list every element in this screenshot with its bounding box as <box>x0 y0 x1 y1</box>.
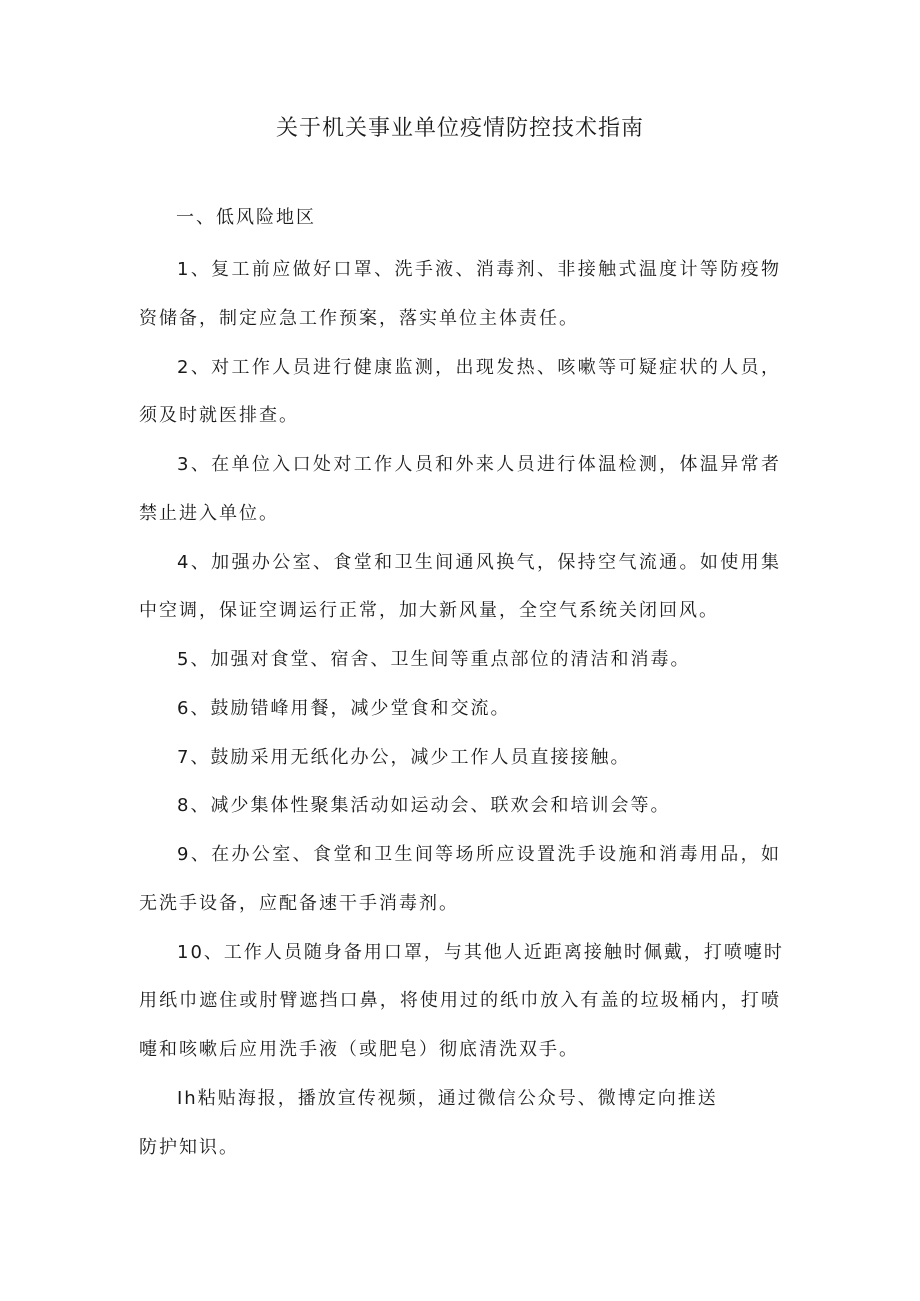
section-heading: 一、低风险地区 <box>176 207 316 228</box>
document-body <box>139 246 784 1172</box>
paragraph-line: 用纸巾遮住或肘臂遮挡口鼻，将使用过的纸巾放入有盖的垃圾桶内，打喷 <box>139 990 781 1012</box>
paragraph-line: 1、复工前应做好口罩、洗手液、消毒剂、非接触式温度计等防疫物 <box>177 259 781 280</box>
paragraph <box>139 344 781 442</box>
paragraph <box>139 929 784 1075</box>
paragraph <box>139 734 781 783</box>
paragraph <box>139 831 781 929</box>
paragraph-line: 6、鼓励错峰用餐，减少堂食和交流。 <box>177 697 511 719</box>
paragraph-line: 8、减少集体性聚集活动如运动会、联欢会和培训会等。 <box>177 795 671 817</box>
paragraph-line: 7、鼓励采用无纸化办公，减少工作人员直接接触。 <box>177 746 631 768</box>
paragraph-line: 5、加强对食堂、宿舍、卫生间等重点部位的清洁和消毒。 <box>177 649 691 670</box>
paragraph <box>139 1075 781 1173</box>
paragraph <box>139 782 781 831</box>
paragraph-line: 无洗手设备，应配备速干手消毒剂。 <box>139 892 459 914</box>
paragraph-line: 9、在办公室、食堂和卫生间等场所应设置洗手设施和消毒用品，如 <box>177 844 781 865</box>
paragraph <box>139 539 781 637</box>
paragraph-line: 4、加强办公室、食堂和卫生间通风换气，保持空气流通。如使用集 <box>177 551 781 573</box>
paragraph <box>139 441 781 539</box>
paragraph <box>139 246 781 344</box>
paragraph-line: 资储备，制定应急工作预案，落实单位主体责任。 <box>139 307 579 329</box>
paragraph-line: 2、对工作人员进行健康监测，出现发热、咳嗽等可疑症状的人员， <box>177 356 781 378</box>
document-title: 关于机关事业单位疫情防控技术指南 <box>275 116 644 141</box>
paragraph <box>139 685 781 734</box>
paragraph-line: 禁止进入单位。 <box>139 502 279 524</box>
paragraph-line: 须及时就医排查。 <box>139 405 299 427</box>
paragraph-line: 10、工作人员随身备用口罩，与其他人近距离接触时佩戴，打喷嚏时 <box>177 941 784 963</box>
paragraph <box>139 636 781 685</box>
paragraph-line: 嚏和咳嗽后应用洗手液（或肥皂）彻底清洗双手。 <box>139 1039 579 1060</box>
paragraph-line: 中空调，保证空调运行正常，加大新风量，全空气系统关闭回风。 <box>139 600 719 622</box>
paragraph-line: 3、在单位入口处对工作人员和外来人员进行体温检测，体温异常者 <box>177 454 781 475</box>
paragraph-line: Ih粘贴海报，播放宣传视频，通过微信公众号、微博定向推送 <box>177 1087 718 1109</box>
paragraph-line: 防护知识。 <box>139 1136 239 1158</box>
